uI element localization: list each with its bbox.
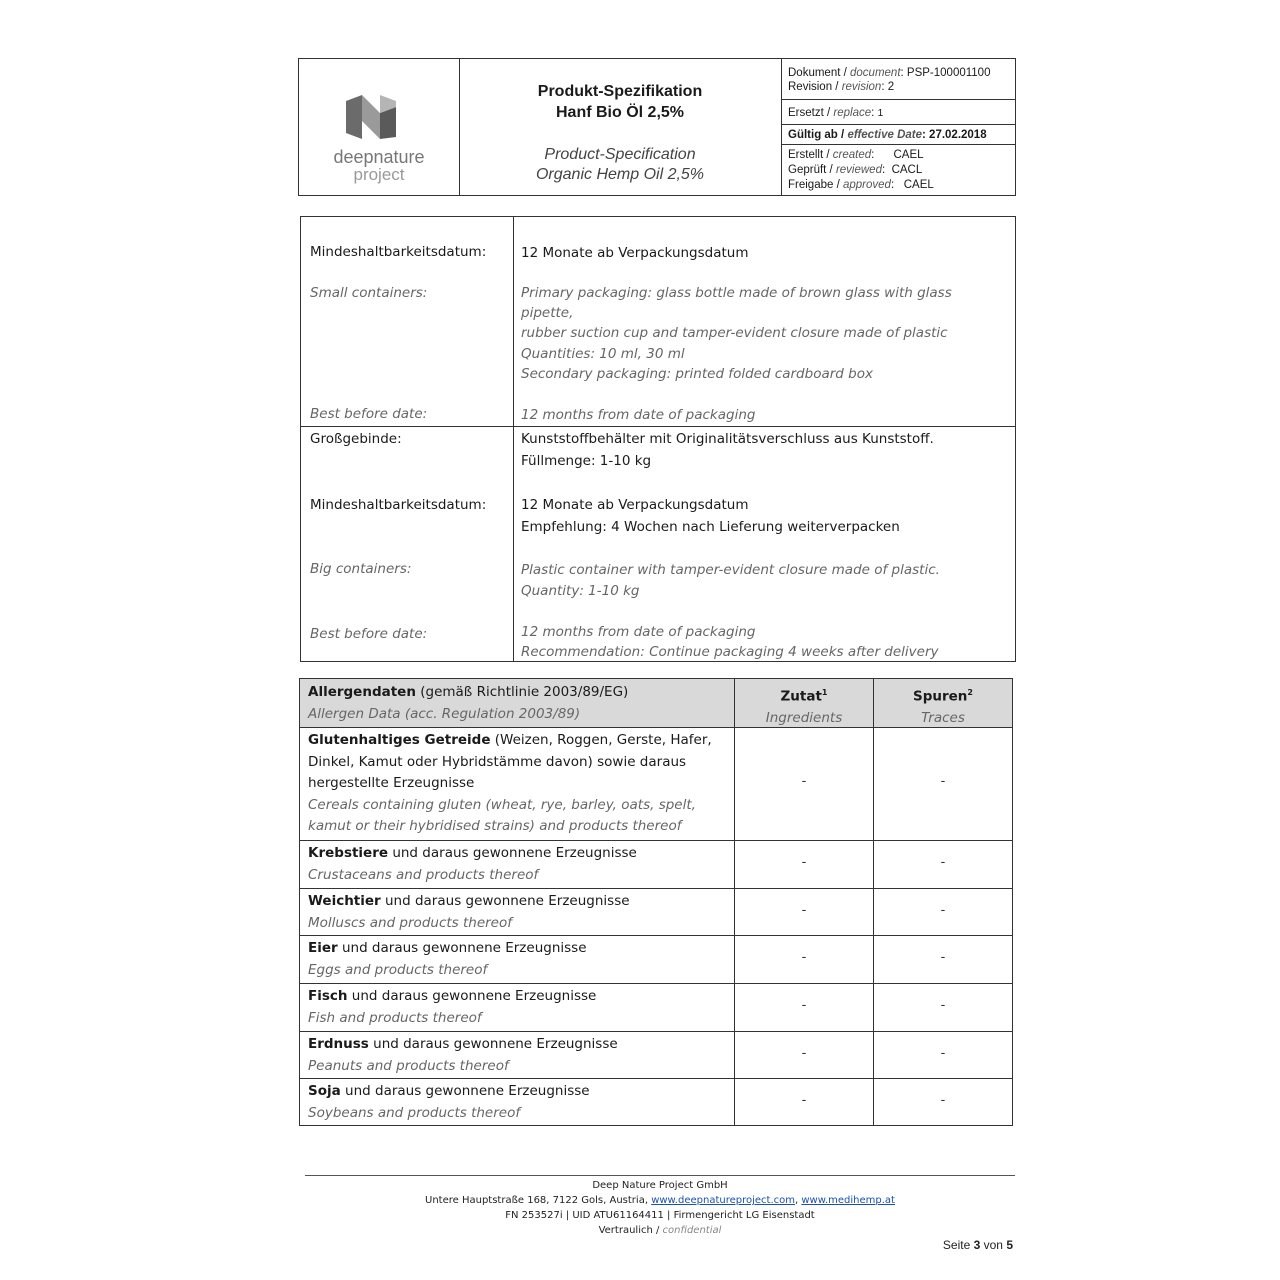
gross-line2: Füllmenge: 1-10 kg bbox=[521, 453, 652, 469]
valid-value: 27.02.2018 bbox=[929, 129, 987, 141]
zutat-cell bbox=[735, 984, 874, 1031]
allergen-rest: und daraus gewonnene Erzeugnisse bbox=[388, 845, 637, 861]
title-de-line2: Hanf Bio Öl 2,5% bbox=[555, 104, 685, 121]
zutat-value: - bbox=[801, 1046, 807, 1061]
allergen-name: Krebstiere bbox=[308, 845, 389, 861]
allergen-row bbox=[300, 841, 1012, 889]
spuren-cell bbox=[874, 936, 1012, 983]
small-containers-line1: Primary packaging: glass bottle made of brown glass with glass bbox=[521, 285, 952, 301]
footer-company: Deep Nature Project GmbH bbox=[592, 1180, 728, 1191]
col-spuren-sup: 2 bbox=[967, 688, 973, 697]
allergen-table bbox=[299, 678, 1013, 1126]
allergen-row bbox=[300, 936, 1012, 984]
zutat-cell bbox=[735, 1032, 874, 1078]
gluten-zutat-cell bbox=[735, 728, 874, 840]
footer-separator: , bbox=[795, 1195, 802, 1206]
allergen-name: Erdnuss bbox=[308, 1036, 369, 1052]
logo-text-deepnature: deepnature bbox=[333, 147, 425, 167]
bbd-label: Best before date: bbox=[310, 406, 428, 422]
allergen-en: Soybeans and products thereof bbox=[308, 1104, 521, 1121]
title-english bbox=[459, 145, 781, 185]
col-spuren-label: Spuren bbox=[913, 688, 968, 705]
allergen-header-col3 bbox=[874, 679, 1012, 727]
mhd2-line2: Empfehlung: 4 Wochen nach Lieferung weiterverpacken bbox=[521, 519, 900, 535]
allergen-rest: und daraus gewonnene Erzeugnisse bbox=[347, 988, 597, 1004]
spuren-value: - bbox=[940, 1046, 946, 1061]
gross-line1: Kunststoffbehälter mit Originalitätsverschluss aus Kunststoff. bbox=[521, 431, 934, 447]
mhd2-label: Mindeshaltbarkeitsdatum: bbox=[310, 497, 487, 513]
allergen-rest: und daraus gewonnene Erzeugnisse bbox=[340, 1083, 590, 1099]
col-zutat-label: Zutat bbox=[780, 688, 822, 705]
mhd-label: Mindeshaltbarkeitsdatum: bbox=[310, 244, 487, 260]
approved-label-en: approved bbox=[842, 179, 891, 191]
allergen-en: Eggs and products thereof bbox=[308, 961, 488, 978]
spuren-cell bbox=[874, 1079, 1012, 1125]
replace-label-en: replace bbox=[833, 107, 872, 119]
mhd-value: 12 Monate ab Verpackungsdatum bbox=[521, 245, 749, 261]
doc-label-en: document bbox=[850, 67, 901, 79]
allergen-en: Fish and products thereof bbox=[308, 1009, 482, 1026]
bbd2-line1: 12 months from date of packaging bbox=[521, 624, 756, 640]
confidential-en: confidential bbox=[662, 1225, 722, 1236]
packaging-row-divider bbox=[301, 426, 1015, 427]
meta-effective-date: Gültig ab / effective Date: 27.02.2018 bbox=[781, 125, 1015, 145]
allergen-row bbox=[300, 1032, 1012, 1079]
big-containers-label: Big containers: bbox=[310, 561, 412, 577]
logo-text-project: project bbox=[353, 165, 405, 184]
title-en-line2: Organic Hemp Oil 2,5% bbox=[535, 166, 705, 183]
page-number bbox=[880, 1238, 1013, 1252]
allergen-name: Eier bbox=[308, 940, 338, 956]
meta-approvals: Erstellt / created: CAEL Geprüft / reviewed: CACL Freigabe / approved: CAEL bbox=[788, 149, 934, 191]
gluten-rest1: (Weizen, Roggen, Gerste, Hafer, bbox=[490, 732, 712, 748]
title-cell bbox=[459, 59, 782, 195]
zutat-value: - bbox=[801, 855, 807, 870]
zutat-value: - bbox=[801, 1093, 807, 1108]
spuren-value: - bbox=[940, 950, 946, 965]
spuren-value: - bbox=[940, 903, 946, 918]
spuren-cell bbox=[874, 841, 1012, 888]
zutat-value: - bbox=[801, 950, 807, 965]
allergen-header-row bbox=[300, 679, 1012, 728]
logo-cell bbox=[299, 59, 460, 195]
allergen-desc bbox=[300, 889, 735, 935]
bbd2-line2: Recommendation: Continue packaging 4 weeks after delivery bbox=[521, 644, 939, 660]
created-label-en: created bbox=[832, 149, 872, 161]
title-en-line1: Product-Specification bbox=[544, 146, 696, 163]
title-german bbox=[459, 81, 781, 123]
reviewed-label: Geprüft bbox=[788, 164, 827, 176]
zutat-value: - bbox=[801, 903, 807, 918]
allergen-desc bbox=[300, 1032, 735, 1078]
big-containers-line1: Plastic container with tamper-evident closure made of plastic. bbox=[521, 562, 940, 578]
created-label: Erstellt bbox=[788, 149, 824, 161]
allergen-desc bbox=[300, 1079, 735, 1125]
allergen-name: Fisch bbox=[308, 988, 348, 1004]
packaging-table bbox=[300, 216, 1016, 662]
page-total: 5 bbox=[1006, 1238, 1013, 1252]
rev-label: Revision bbox=[788, 81, 833, 93]
allergen-desc bbox=[300, 984, 735, 1031]
gluten-spuren-cell bbox=[874, 728, 1012, 840]
gluten-bold: Glutenhaltiges Getreide bbox=[308, 732, 491, 748]
small-containers-line4: Quantities: 10 ml, 30 ml bbox=[521, 346, 685, 362]
page-current: 3 bbox=[973, 1238, 981, 1252]
approved-value: CAEL bbox=[903, 179, 934, 191]
meta-cell bbox=[781, 59, 1015, 195]
allergen-rest: und daraus gewonnene Erzeugnisse bbox=[368, 1036, 618, 1052]
allergen-rest: und daraus gewonnene Erzeugnisse bbox=[380, 893, 630, 909]
gluten-line2: Dinkel, Kamut oder Hybridstämme davon) sowie daraus bbox=[308, 753, 687, 770]
gluten-en2: kamut or their hybridised strains) and products thereof bbox=[308, 818, 682, 834]
allergen-row-gluten bbox=[300, 728, 1012, 841]
allergen-header-title: Allergendaten bbox=[308, 684, 416, 700]
document-header bbox=[298, 58, 1016, 196]
mhd2-line1: 12 Monate ab Verpackungsdatum bbox=[521, 497, 749, 513]
gluten-spuren: - bbox=[940, 774, 946, 789]
gluten-zutat: - bbox=[801, 774, 807, 789]
footer-confidential bbox=[305, 1223, 1015, 1238]
footer-address: Untere Hauptstraße 168, 7122 Gols, Austria, bbox=[425, 1195, 652, 1206]
big-containers-line2: Quantity: 1-10 kg bbox=[521, 583, 640, 599]
allergen-header-col1 bbox=[300, 679, 735, 727]
bbd-value: 12 months from date of packaging bbox=[521, 407, 756, 423]
allergen-gluten-desc bbox=[300, 728, 735, 840]
created-value: CAEL bbox=[893, 149, 924, 161]
small-containers-line2: pipette, bbox=[521, 305, 574, 321]
replace-label: Ersetzt bbox=[788, 107, 824, 119]
gluten-line3: hergestellte Erzeugnisse bbox=[308, 775, 475, 791]
spuren-value: - bbox=[940, 1093, 946, 1108]
allergen-en: Molluscs and products thereof bbox=[308, 914, 513, 931]
meta-document-revision: Dokument / document: PSP-100001100 Revision / revision: 2 bbox=[781, 59, 1015, 100]
allergen-name: Weichtier bbox=[308, 893, 381, 909]
bbd2-label: Best before date: bbox=[310, 626, 428, 642]
packaging-column-divider bbox=[513, 217, 514, 661]
deepnature-logo-icon bbox=[344, 93, 402, 141]
zutat-cell bbox=[735, 841, 874, 888]
valid-label-en: effective Date bbox=[847, 129, 923, 141]
rev-label-en: revision bbox=[841, 81, 882, 93]
website-link-medihemp[interactable]: www.medihemp.at bbox=[801, 1195, 895, 1206]
zutat-value: - bbox=[801, 998, 807, 1013]
footer-address-line bbox=[305, 1193, 1015, 1208]
zutat-cell bbox=[735, 889, 874, 935]
allergen-row bbox=[300, 889, 1012, 936]
approved-label: Freigabe bbox=[788, 179, 834, 191]
small-containers-line5: Secondary packaging: printed folded cardboard box bbox=[521, 366, 873, 382]
gluten-en1: Cereals containing gluten (wheat, rye, barley, oats, spelt, bbox=[308, 796, 696, 813]
confidential-de: Vertraulich / bbox=[598, 1225, 663, 1236]
meta-replace: Ersetzt / replace: 1 bbox=[781, 100, 1015, 125]
allergen-row bbox=[300, 984, 1012, 1032]
allergen-en: Crustaceans and products thereof bbox=[308, 866, 539, 883]
spuren-cell bbox=[874, 984, 1012, 1031]
title-de-line1: Produkt-Spezifikation bbox=[537, 83, 703, 100]
allergen-desc bbox=[300, 936, 735, 983]
website-link-deepnature[interactable]: www.deepnatureproject.com bbox=[651, 1195, 795, 1206]
allergen-en: Peanuts and products thereof bbox=[308, 1057, 509, 1074]
allergen-name: Soja bbox=[308, 1083, 341, 1099]
col-ingredients-label: Ingredients bbox=[765, 710, 843, 726]
spuren-cell bbox=[874, 889, 1012, 935]
spuren-value: - bbox=[940, 855, 946, 870]
valid-label: Gültig ab bbox=[788, 129, 838, 141]
doc-label: Dokument bbox=[788, 67, 841, 79]
col-traces-label: Traces bbox=[921, 710, 965, 726]
page-of: von bbox=[980, 1238, 1007, 1252]
footer-divider bbox=[305, 1175, 1015, 1176]
reviewed-value: CACL bbox=[891, 164, 923, 176]
zutat-cell bbox=[735, 1079, 874, 1125]
allergen-header-regulation: (gemäß Richtlinie 2003/89/EG) bbox=[415, 684, 629, 700]
col-zutat-sup: 1 bbox=[821, 688, 828, 697]
rev-value: 2 bbox=[887, 81, 895, 93]
allergen-header-en: Allergen Data (acc. Regulation 2003/89) bbox=[308, 705, 581, 722]
allergen-rest: und daraus gewonnene Erzeugnisse bbox=[337, 940, 587, 956]
replace-value: 1 bbox=[877, 107, 884, 119]
allergen-desc bbox=[300, 841, 735, 888]
doc-value: PSP-100001100 bbox=[906, 67, 991, 79]
page-prefix: Seite bbox=[942, 1238, 974, 1252]
allergen-row bbox=[300, 1079, 1012, 1125]
reviewed-label-en: reviewed bbox=[835, 164, 882, 176]
zutat-cell bbox=[735, 936, 874, 983]
spuren-cell bbox=[874, 1032, 1012, 1078]
spuren-value: - bbox=[940, 998, 946, 1013]
allergen-header-col2 bbox=[735, 679, 874, 727]
footer-registration: FN 253527i | UID ATU61164411 | Firmengericht LG Eisenstadt bbox=[505, 1210, 815, 1221]
small-containers-label: Small containers: bbox=[310, 285, 428, 301]
small-containers-line3: rubber suction cup and tamper-evident closure made of plastic bbox=[521, 325, 948, 341]
gross-label: Großgebinde: bbox=[310, 431, 402, 447]
